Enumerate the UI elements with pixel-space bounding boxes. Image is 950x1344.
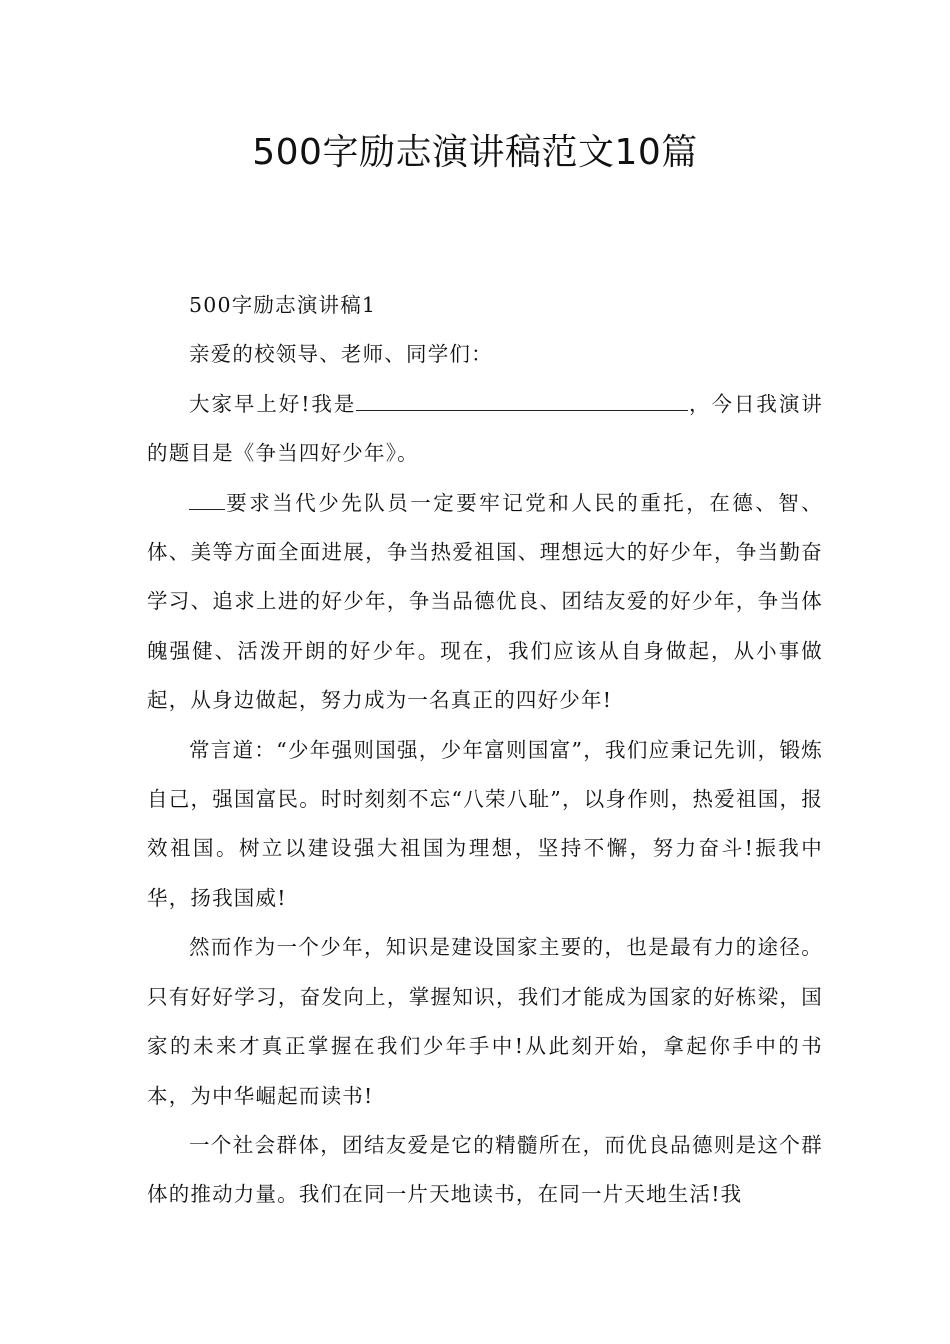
document-title: 500字励志演讲稿范文10篇 [252,132,698,173]
paragraph-3: 常言道：“少年强则国强，少年富则国富”，我们应秉记先训，锻炼自己，强国富民。时时刻刻不忘“八荣八耻”，以身作则，热爱祖国，报效祖国。树立以建设强大祖国为理想，坚持不懈，努力奋斗!振我中华，扬我国威! [147,737,823,910]
greeting-paragraph: 亲爱的校领导、老师、同学们： [189,342,493,367]
paragraph-1-end: ，今日我演讲的题目是《争当四好少年》。 [147,391,823,466]
paragraph-2 [147,479,823,726]
document-body [147,281,823,1220]
paragraph-2-text: 要求当代少先队员一定要牢记党和人民的重托，在德、智、体、美等方面全面进展，争当热爱祖国、理想远大的好少年，争当勤奋学习、追求上进的好少年，争当品德优良、团结友爱的好少年，争当体魄强健、活泼开朗的好少年。现在，我们应该从自身做起，从小事做起，从身边做起，努力成为一名真正的四好少年! [147,490,823,713]
paragraph-5: 一个社会群体，团结友爱是它的精髓所在，而优良品德则是这个群体的推动力量。我们在同一片天地读书，在同一片天地生活!我 [147,1132,823,1207]
paragraph-1 [147,380,823,479]
paragraph-1-start: 大家早上好!我是 [189,391,357,416]
short-blank [189,491,225,510]
section-heading: 500字励志演讲稿1 [189,293,377,317]
name-blank [356,392,688,411]
paragraph-4: 然而作为一个少年，知识是建设国家主要的，也是最有力的途径。只有好好学习，奋发向上，掌握知识，我们才能成为国家的好栋梁，国家的未来才真正掌握在我们少年手中!从此刻开始，拿起你手中的书本，为中华崛起而读书! [147,935,823,1108]
